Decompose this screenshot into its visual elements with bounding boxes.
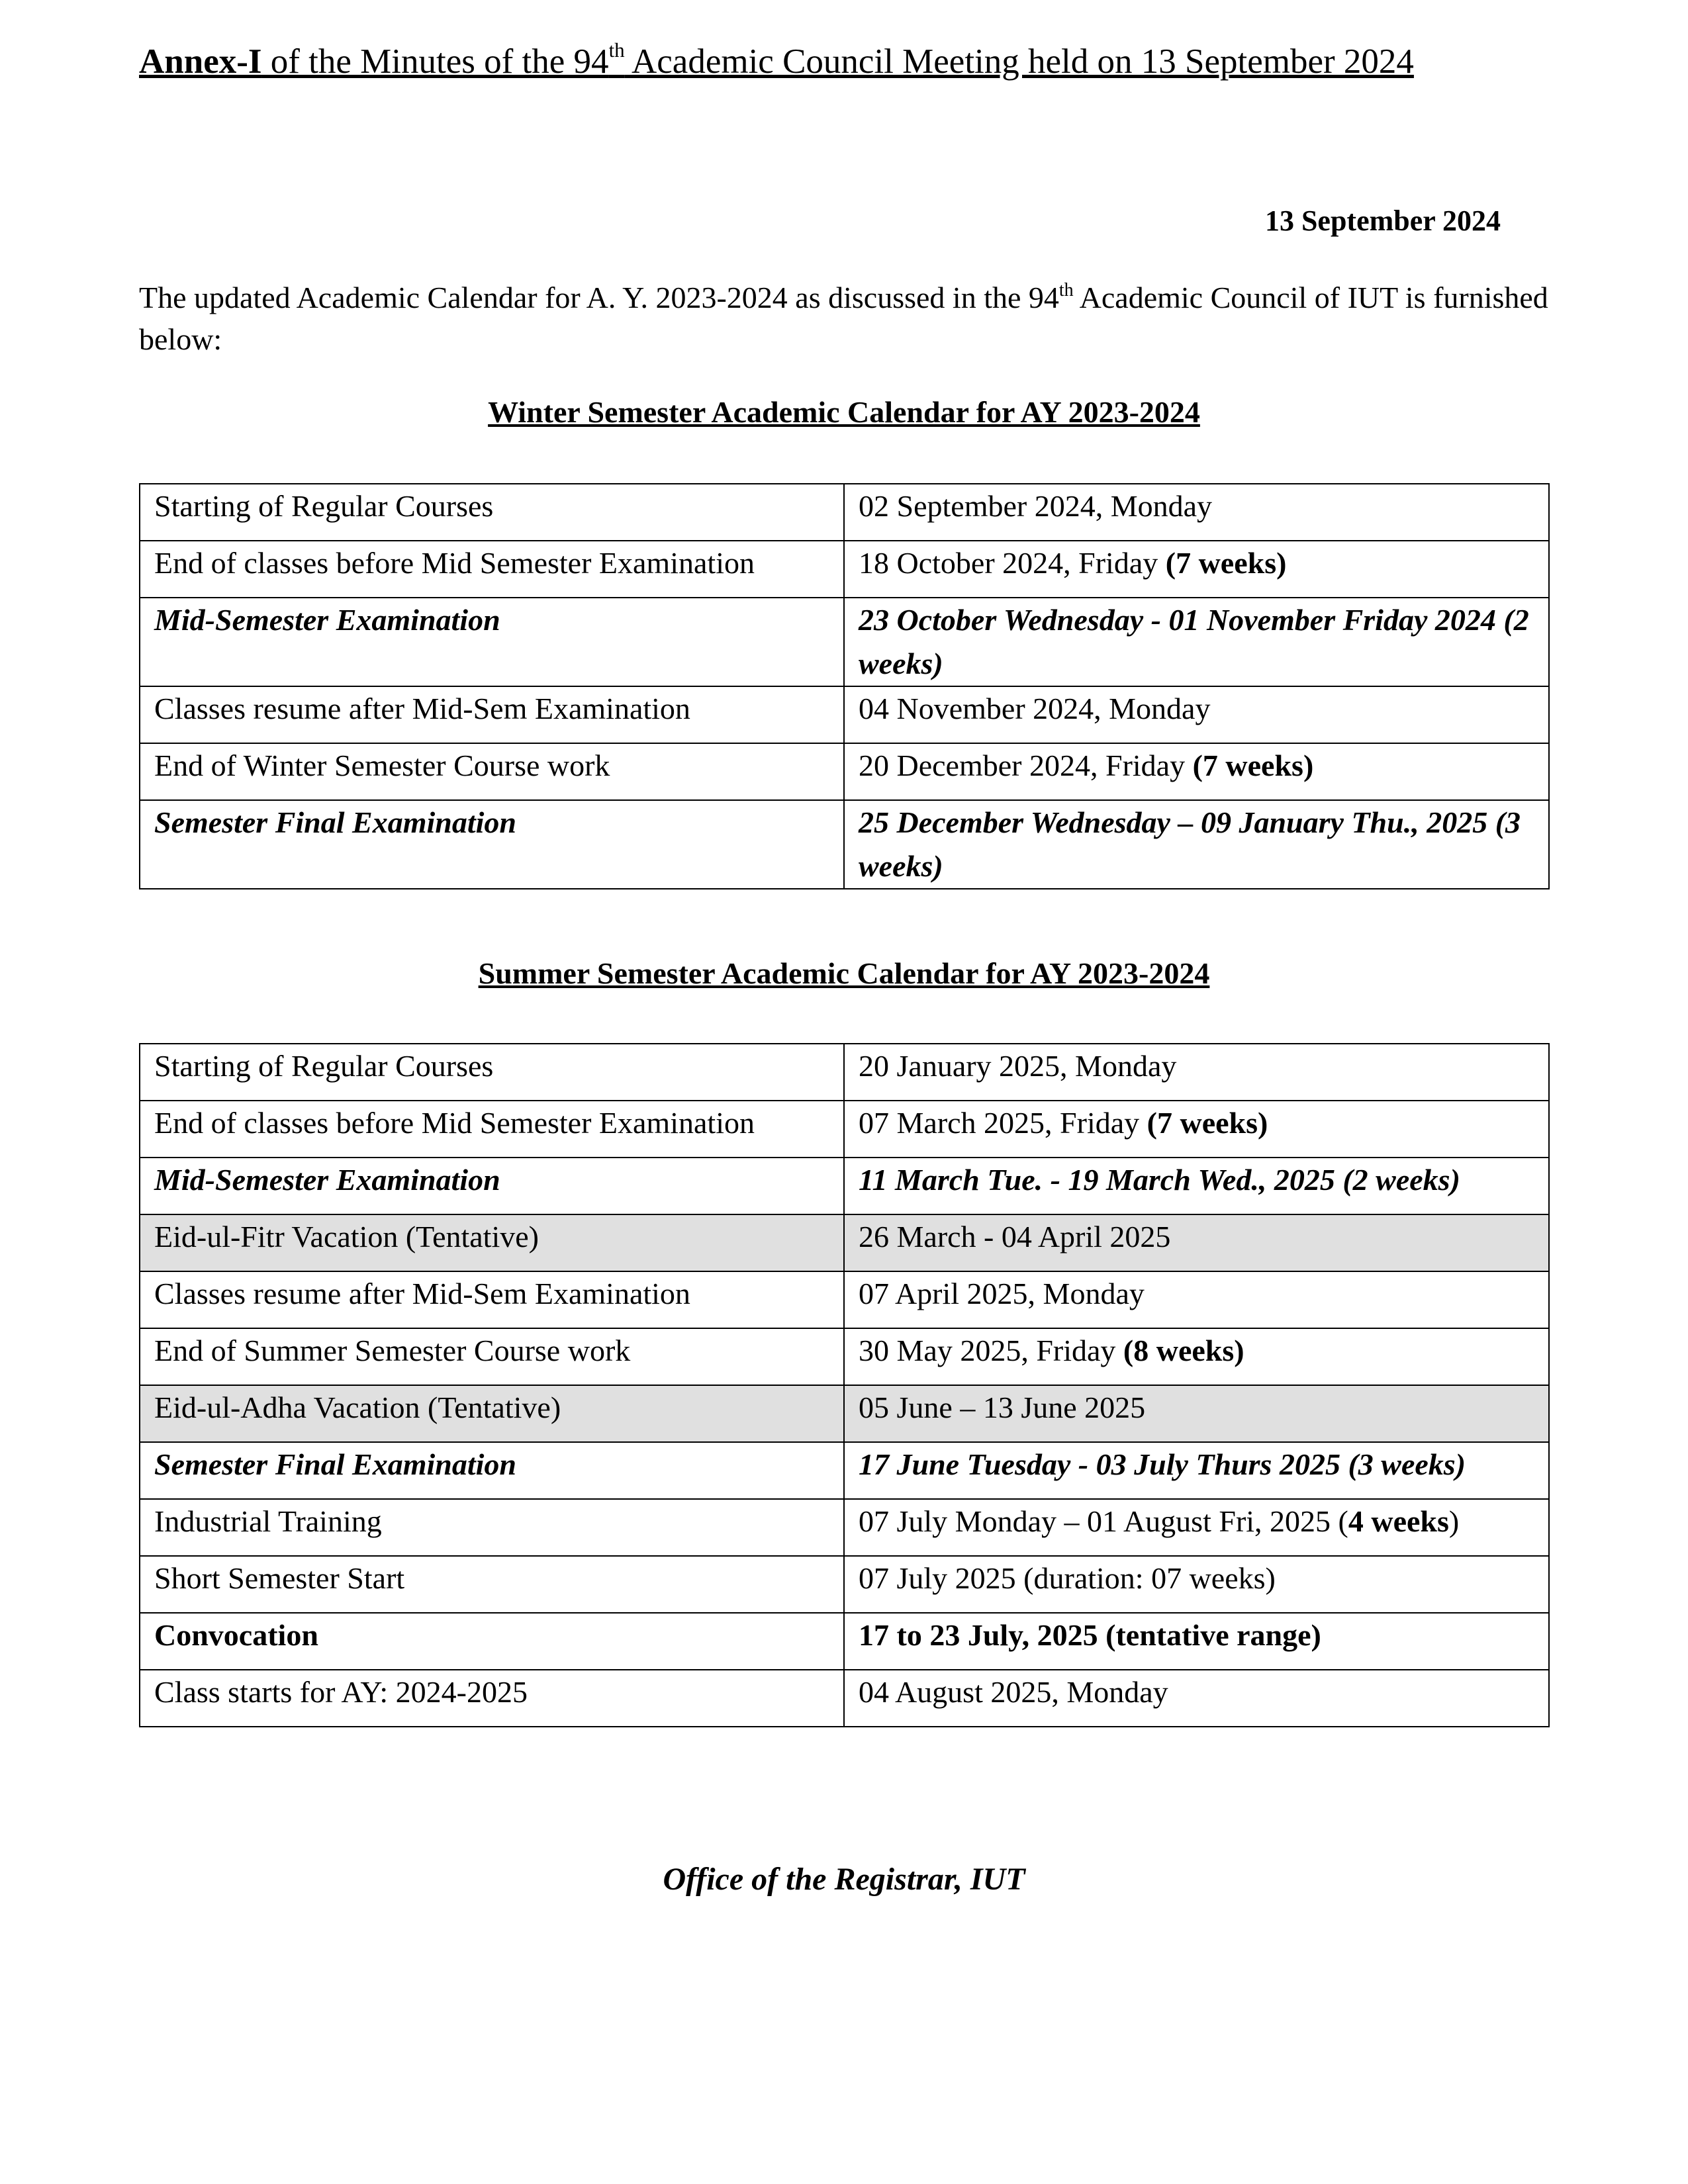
duration-text: 4 weeks [1348,1504,1449,1538]
event-cell: Short Semester Start [140,1556,844,1613]
date-text: 30 May 2025, Friday [859,1334,1123,1367]
footer-signature: Office of the Registrar, IUT [663,1862,1025,1897]
date-cell [844,686,1549,743]
date-text: 05 June – 13 June 2025 [859,1390,1146,1424]
date-cell: 23 October Wednesday - 01 November Friday 2024 (2 weeks) [844,598,1549,686]
event-cell: End of Summer Semester Course work [140,1328,844,1385]
document-header [139,38,1549,83]
date-text: 07 July 2025 (duration: 07 weeks) [859,1561,1276,1595]
event-cell: Starting of Regular Courses [140,484,844,541]
intro-sup: th [1058,280,1074,300]
table-row [140,1556,1549,1613]
table-row [140,686,1549,743]
table-row [140,1214,1549,1271]
header-text: of the Minutes of the 94 [261,42,609,81]
table-row [140,1499,1549,1556]
winter-calendar-table [139,483,1550,889]
table-row [140,1670,1549,1727]
document-date: 13 September 2024 [1264,205,1501,237]
event-cell: Mid-Semester Examination [140,598,844,686]
event-cell: Eid-ul-Fitr Vacation (Tentative) [140,1214,844,1271]
event-cell: Semester Final Examination [140,800,844,889]
event-cell: Classes resume after Mid-Sem Examination [140,686,844,743]
duration-text: (7 weeks) [1165,546,1287,580]
duration-text: (7 weeks) [1192,749,1314,782]
event-cell: Eid-ul-Adha Vacation (Tentative) [140,1385,844,1442]
table-row [140,1385,1549,1442]
date-cell [844,743,1549,800]
date-text: 20 January 2025, Monday [859,1049,1177,1083]
header-sup: th [608,38,625,62]
date-cell: 25 December Wednesday – 09 January Thu., 2025 (3 weeks) [844,800,1549,889]
header-text-rest: Academic Council Meeting held on 13 September 2024 [624,42,1414,81]
table-row [140,1158,1549,1214]
date-cell [844,1271,1549,1328]
duration-text: (7 weeks) [1147,1106,1268,1140]
event-cell: Industrial Training [140,1499,844,1556]
table-row [140,1044,1549,1101]
date-cell [844,1385,1549,1442]
date-cell [844,1101,1549,1158]
date-cell: 17 to 23 July, 2025 (tentative range) [844,1613,1549,1670]
intro-text: The updated Academic Calendar for A. Y. 2023-2024 as discussed in the 94 [139,281,1059,314]
intro-paragraph [139,277,1549,360]
event-cell: Class starts for AY: 2024-2025 [140,1670,844,1727]
date-cell [844,1556,1549,1613]
date-text: 04 August 2025, Monday [859,1675,1168,1709]
event-cell: Semester Final Examination [140,1442,844,1499]
date-text: 18 October 2024, Friday [859,546,1166,580]
summer-title: Summer Semester Academic Calendar for AY 2023-2024 [478,956,1210,990]
table-row [140,1271,1549,1328]
event-cell: Convocation [140,1613,844,1670]
date-cell [844,1328,1549,1385]
event-cell: End of classes before Mid Semester Examination [140,541,844,598]
duration-text: (8 weeks) [1123,1334,1244,1367]
date-text: 04 November 2024, Monday [859,692,1211,725]
table-row [140,800,1549,889]
table-row [140,484,1549,541]
date-text: 07 July Monday – 01 August Fri, 2025 ( [859,1504,1348,1538]
date-cell [844,1044,1549,1101]
date-cell: 11 March Tue. - 19 March Wed., 2025 (2 weeks) [844,1158,1549,1214]
date-text: 07 March 2025, Friday [859,1106,1147,1140]
date-cell [844,1214,1549,1271]
date-cell [844,484,1549,541]
date-cell [844,541,1549,598]
intro-text-rest: Academic Council of IUT is furnished below: [139,281,1548,356]
table-row [140,598,1549,686]
annex-label: Annex-I [139,42,262,81]
winter-title: Winter Semester Academic Calendar for AY 2023-2024 [488,395,1200,429]
date-text-end: ) [1448,1504,1460,1538]
event-cell: Classes resume after Mid-Sem Examination [140,1271,844,1328]
summer-calendar-table [139,1043,1550,1727]
event-cell: End of classes before Mid Semester Examination [140,1101,844,1158]
table-row [140,541,1549,598]
date-cell: 17 June Tuesday - 03 July Thurs 2025 (3 weeks) [844,1442,1549,1499]
table-row [140,1328,1549,1385]
table-row [140,1442,1549,1499]
date-cell [844,1499,1549,1556]
date-text: 20 December 2024, Friday [859,749,1193,782]
date-text: 26 March - 04 April 2025 [859,1220,1171,1253]
event-cell: Mid-Semester Examination [140,1158,844,1214]
event-cell: End of Winter Semester Course work [140,743,844,800]
table-row [140,1613,1549,1670]
table-row [140,1101,1549,1158]
event-cell: Starting of Regular Courses [140,1044,844,1101]
date-text: 07 April 2025, Monday [859,1277,1145,1310]
date-text: 02 September 2024, Monday [859,489,1213,523]
table-row [140,743,1549,800]
date-cell [844,1670,1549,1727]
